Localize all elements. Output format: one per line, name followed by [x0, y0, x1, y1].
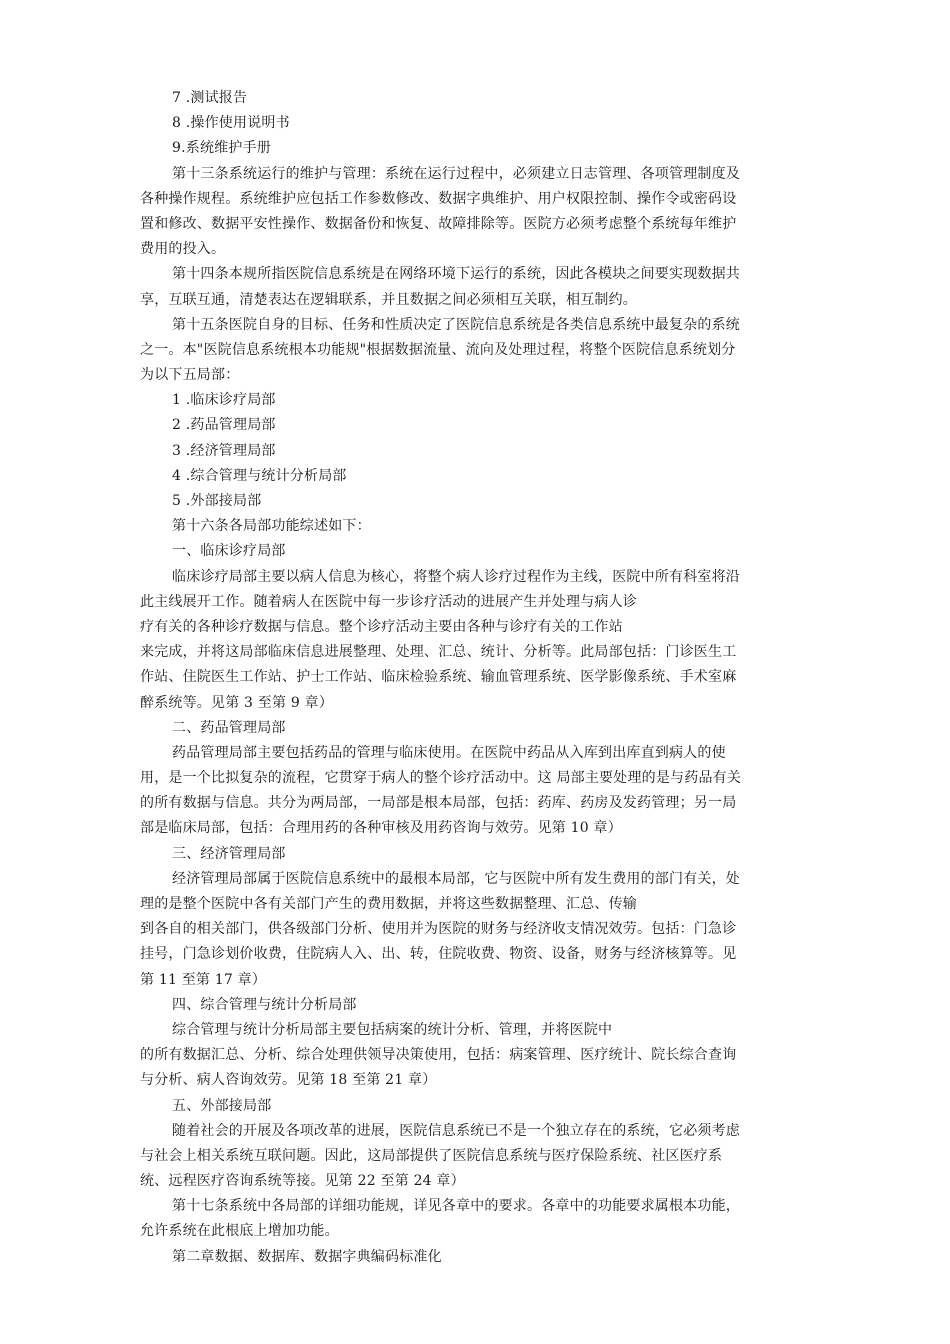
- text-line: 之一。本"医院信息系统根本功能规"根据数据流量、流向及处理过程，将整个医院信息系统划分: [140, 341, 736, 358]
- text-line: 疗有关的各种诊疗数据与信息。整个诊疗活动主要由各种与诊疗有关的工作站: [140, 618, 623, 635]
- text-line: 四、综合管理与统计分析局部: [172, 996, 357, 1013]
- text-line: 与社会上相关系统互联问题。因此，这局部提供了医院信息系统与医疗保险系统、社区医疗系: [140, 1147, 723, 1164]
- text-line: 置和修改、数据平安性操作、数据备份和恢复、故障排除等。医院方必须考虑整个系统每年维护: [140, 215, 737, 232]
- text-line: 为以下五局部：: [140, 367, 240, 384]
- text-line: 费用的投入。: [140, 241, 226, 258]
- text-line: 与分析、病人咨询效劳。见第 18 至第 21 章）: [140, 1072, 437, 1089]
- text-line: 第十六条各局部功能综述如下：: [172, 518, 371, 535]
- text-line: 享，互联互通，清楚表达在逻辑联系，并且数据之间必须相互关联，相互制约。: [140, 291, 637, 308]
- text-line: 第十五条医院自身的目标、任务和性质决定了医院信息系统是各类信息系统中最复杂的系统: [172, 316, 740, 333]
- text-line: 的所有数据与信息。共分为两局部，一局部是根本局部，包括：药库、药房及发药管理；另一局: [140, 795, 737, 812]
- text-line: 9.系统维护手册: [172, 140, 271, 157]
- text-line: 统、远程医疗咨询系统等接。见第 22 至第 24 章）: [140, 1173, 465, 1190]
- text-line: 7 .测试报告: [172, 90, 248, 106]
- text-line: 综合管理与统计分析局部主要包括病案的统计分析、管理，并将医院中: [172, 1021, 613, 1038]
- text-line: 允许系统在此根底上增加功能。: [140, 1223, 339, 1240]
- text-line: 经济管理局部属于医院信息系统中的最根本局部，它与医院中所有发生费用的部门有关，处: [172, 870, 740, 887]
- text-line: 用，是一个比拟复杂的流程，它贯穿于病人的整个诊疗活动中。这 局部主要处理的是与药品有关: [140, 770, 742, 787]
- document-body: [140, 86, 824, 1270]
- text-line: 3 .经济管理局部: [172, 442, 276, 459]
- text-line: 5 .外部接局部: [172, 493, 262, 509]
- text-line: 8 .操作使用说明书: [172, 115, 290, 132]
- text-line: 药品管理局部主要包括药品的管理与临床使用。在医院中药品从入库到出库直到病人的使: [172, 744, 726, 761]
- text-line: 五、外部接局部: [172, 1097, 272, 1114]
- text-line: 的所有数据汇总、分析、综合处理供领导决策使用，包括：病案管理、医疗统计、院长综合查询: [140, 1047, 737, 1064]
- text-line: 一、临床诊疗局部: [172, 543, 286, 560]
- text-line: 1 .临床诊疗局部: [172, 392, 276, 409]
- text-line: 作站、住院医生工作站、护士工作站、临床检验系统、输血管理系统、医学影像系统、手术室麻: [140, 669, 737, 686]
- text-line: 各种操作规程。系统维护应包括工作参数修改、数据字典维护、用户权限控制、操作令或密码设: [140, 190, 737, 207]
- text-line: 第十七条系统中各局部的详细功能规，详见各章中的要求。各章中的功能要求属根本功能，: [172, 1198, 740, 1215]
- text-line: 到各自的相关部门，供各级部门分析、使用并为医院的财务与经济收支情况效劳。包括：门急诊: [140, 921, 737, 938]
- text-line: 随着社会的开展及各项改革的进展，医院信息系统已不是一个独立存在的系统，它必须考虑: [172, 1122, 740, 1139]
- text-line: 第二章数据、数据库、数据字典编码标准化: [172, 1248, 442, 1265]
- text-line: 2 .药品管理局部: [172, 417, 276, 434]
- text-line: 4 .综合管理与统计分析局部: [172, 467, 347, 484]
- text-line: 第 11 至第 17 章）: [140, 971, 267, 988]
- text-line: 三、经济管理局部: [172, 845, 286, 862]
- text-line: 来完成，并将这局部临床信息进展整理、处理、汇总、统计、分析等。此局部包括：门诊医生工: [140, 644, 737, 661]
- text-line: 第十四条本规所指医院信息系统是在网络环境下运行的系统，因此各模块之间要实现数据共: [172, 266, 740, 283]
- text-line: 部是临床局部，包括：合理用药的各种审核及用药咨询与效劳。见第 10 章）: [140, 820, 622, 837]
- text-line: 第十三条系统运行的维护与管理：系统在运行过程中，必须建立日志管理、各项管理制度及: [172, 165, 740, 182]
- text-line: 此主线展开工作。随着病人在医院中每一步诊疗活动的进展产生并处理与病人诊: [140, 593, 637, 610]
- text-line: 醉系统等。见第 3 至第 9 章）: [140, 694, 334, 711]
- text-line: 临床诊疗局部主要以病人信息为核心，将整个病人诊疗过程作为主线，医院中所有科室将沿: [172, 568, 740, 585]
- text-line: 理的是整个医院中各有关部门产生的费用数据，并将这些数据整理、汇总、传输: [140, 896, 637, 912]
- text-line: 二、药品管理局部: [172, 719, 286, 736]
- text-line: 挂号，门急诊划价收费，住院病人入、出、转，住院收费、物资、设备，财务与经济核算等。见: [140, 946, 737, 963]
